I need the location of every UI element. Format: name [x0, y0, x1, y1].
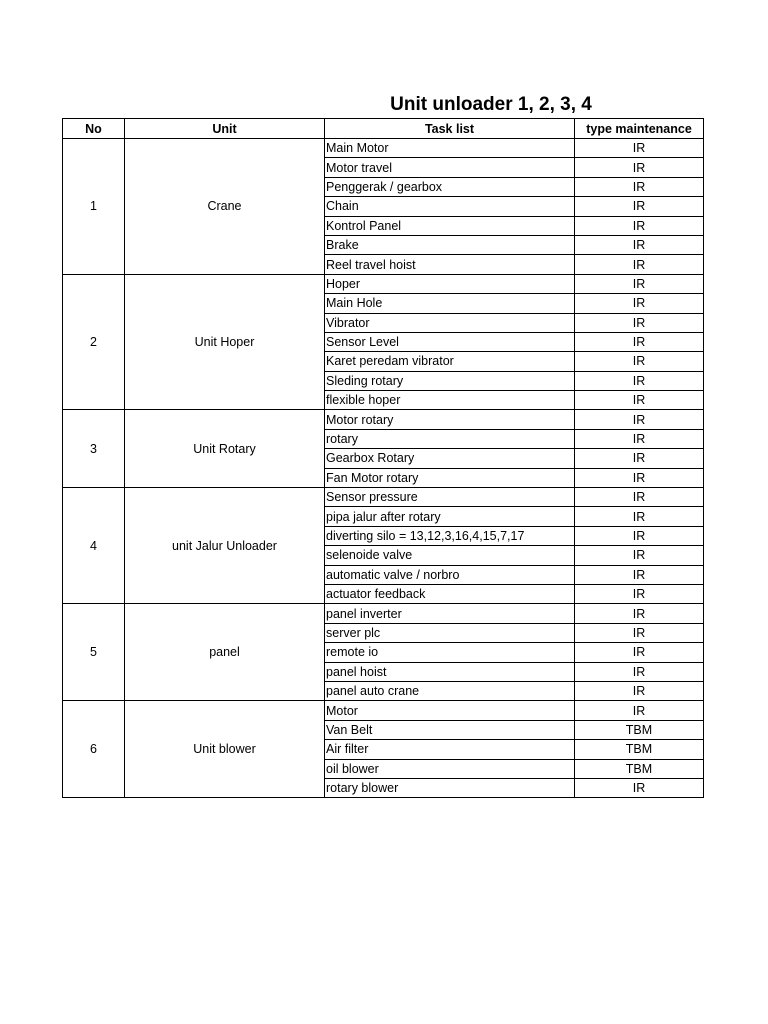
maintenance-type: IR — [575, 139, 704, 158]
maintenance-type: TBM — [575, 759, 704, 778]
table-row — [63, 604, 704, 623]
table-row — [63, 488, 704, 507]
unit-number: 1 — [63, 139, 125, 275]
task-item: Reel travel hoist — [325, 255, 575, 274]
task-item: Brake — [325, 235, 575, 254]
maintenance-type: IR — [575, 507, 704, 526]
task-item: Sleding rotary — [325, 371, 575, 390]
header-row — [63, 119, 704, 139]
maintenance-type: IR — [575, 294, 704, 313]
maintenance-type: IR — [575, 623, 704, 642]
task-item: Main Hole — [325, 294, 575, 313]
task-item: panel inverter — [325, 604, 575, 623]
task-item: Karet peredam vibrator — [325, 352, 575, 371]
maintenance-type: IR — [575, 371, 704, 390]
header-no: No — [63, 119, 125, 139]
maintenance-type: IR — [575, 604, 704, 623]
task-item: panel auto crane — [325, 681, 575, 700]
task-item: Motor rotary — [325, 410, 575, 429]
maintenance-type: IR — [575, 546, 704, 565]
maintenance-type: IR — [575, 197, 704, 216]
task-item: flexible hoper — [325, 391, 575, 410]
maintenance-type: IR — [575, 235, 704, 254]
task-item: Fan Motor rotary — [325, 468, 575, 487]
maintenance-type: IR — [575, 158, 704, 177]
task-item: Penggerak / gearbox — [325, 177, 575, 196]
maintenance-type: IR — [575, 429, 704, 448]
task-item: server plc — [325, 623, 575, 642]
unit-number: 3 — [63, 410, 125, 488]
maintenance-type: IR — [575, 313, 704, 332]
task-item: Sensor pressure — [325, 488, 575, 507]
task-item: Vibrator — [325, 313, 575, 332]
task-item: oil blower — [325, 759, 575, 778]
maintenance-type: IR — [575, 643, 704, 662]
maintenance-type: IR — [575, 468, 704, 487]
task-item: Van Belt — [325, 720, 575, 739]
task-item: diverting silo = 13,12,3,16,4,15,7,17 — [325, 526, 575, 545]
maintenance-type: IR — [575, 216, 704, 235]
task-item: Motor — [325, 701, 575, 720]
maintenance-type: IR — [575, 255, 704, 274]
table-row — [63, 139, 704, 158]
task-item: Motor travel — [325, 158, 575, 177]
maintenance-type: IR — [575, 274, 704, 293]
task-item: Sensor Level — [325, 332, 575, 351]
task-item: Gearbox Rotary — [325, 449, 575, 468]
table-row — [63, 274, 704, 293]
maintenance-type: IR — [575, 488, 704, 507]
task-item: Chain — [325, 197, 575, 216]
task-item: selenoide valve — [325, 546, 575, 565]
unit-number: 6 — [63, 701, 125, 798]
task-item: remote io — [325, 643, 575, 662]
maintenance-type: IR — [575, 410, 704, 429]
task-item: Hoper — [325, 274, 575, 293]
page-title: Unit unloader 1, 2, 3, 4 — [390, 94, 592, 115]
task-item: rotary blower — [325, 778, 575, 797]
table-body — [63, 139, 704, 798]
maintenance-table — [62, 118, 704, 798]
task-item: Main Motor — [325, 139, 575, 158]
maintenance-type: IR — [575, 352, 704, 371]
task-item: rotary — [325, 429, 575, 448]
unit-number: 2 — [63, 274, 125, 410]
maintenance-type: TBM — [575, 720, 704, 739]
task-item: pipa jalur after rotary — [325, 507, 575, 526]
maintenance-type: IR — [575, 681, 704, 700]
header-unit: Unit — [125, 119, 325, 139]
table-row — [63, 410, 704, 429]
maintenance-type: IR — [575, 565, 704, 584]
unit-number: 4 — [63, 488, 125, 604]
maintenance-type: IR — [575, 701, 704, 720]
task-item: Air filter — [325, 740, 575, 759]
unit-name: panel — [125, 604, 325, 701]
unit-name: Unit blower — [125, 701, 325, 798]
maintenance-type: IR — [575, 449, 704, 468]
task-item: actuator feedback — [325, 584, 575, 603]
header-type-maintenance: type maintenance — [575, 119, 704, 139]
maintenance-type: TBM — [575, 740, 704, 759]
task-item: panel hoist — [325, 662, 575, 681]
task-item: automatic valve / norbro — [325, 565, 575, 584]
header-task-list: Task list — [325, 119, 575, 139]
unit-name: unit Jalur Unloader — [125, 488, 325, 604]
table-row — [63, 701, 704, 720]
unit-name: Unit Hoper — [125, 274, 325, 410]
maintenance-type: IR — [575, 584, 704, 603]
maintenance-type: IR — [575, 662, 704, 681]
maintenance-type: IR — [575, 526, 704, 545]
maintenance-type: IR — [575, 332, 704, 351]
unit-name: Unit Rotary — [125, 410, 325, 488]
maintenance-type: IR — [575, 778, 704, 797]
maintenance-type: IR — [575, 391, 704, 410]
unit-name: Crane — [125, 139, 325, 275]
task-item: Kontrol Panel — [325, 216, 575, 235]
maintenance-type: IR — [575, 177, 704, 196]
unit-number: 5 — [63, 604, 125, 701]
